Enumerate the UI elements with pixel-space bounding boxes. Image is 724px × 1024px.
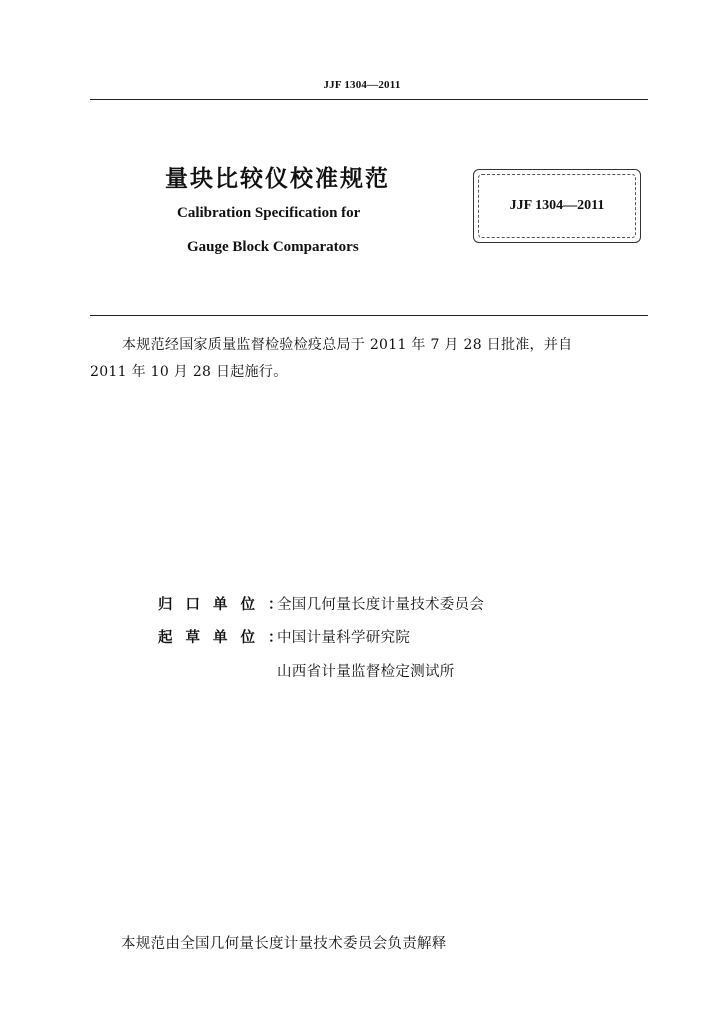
title-chinese: 量块比较仪校准规范 [165,166,390,192]
drafting-unit-value-2: 山西省计量监督检定测试所 [277,664,455,680]
responsible-unit-label: 归口单位： [158,597,296,613]
drafting-unit-value-1: 中国计量科学研究院 [277,630,411,646]
middle-divider [90,315,648,316]
responsible-unit-value: 全国几何量长度计量技术委员会 [277,597,485,613]
approval-statement-line1: 本规范经国家质量监督检验检疫总局于 2011 年 7 月 28 日批准，并自 [122,337,573,353]
approval-statement-line2: 2011 年 10 月 28 日起施行。 [90,364,288,380]
interpretation-note: 本规范由全国几何量长度计量技术委员会负责解释 [121,936,447,952]
code-box-text: JJF 1304—2011 [509,198,605,213]
header-standard-code: JJF 1304—2011 [323,79,401,91]
title-english-line2: Gauge Block Comparators [187,239,359,255]
top-divider [90,99,648,100]
standard-code-box [473,169,641,243]
drafting-unit-label: 起草单位： [158,630,296,646]
title-english-line1: Calibration Specification for [177,205,361,221]
